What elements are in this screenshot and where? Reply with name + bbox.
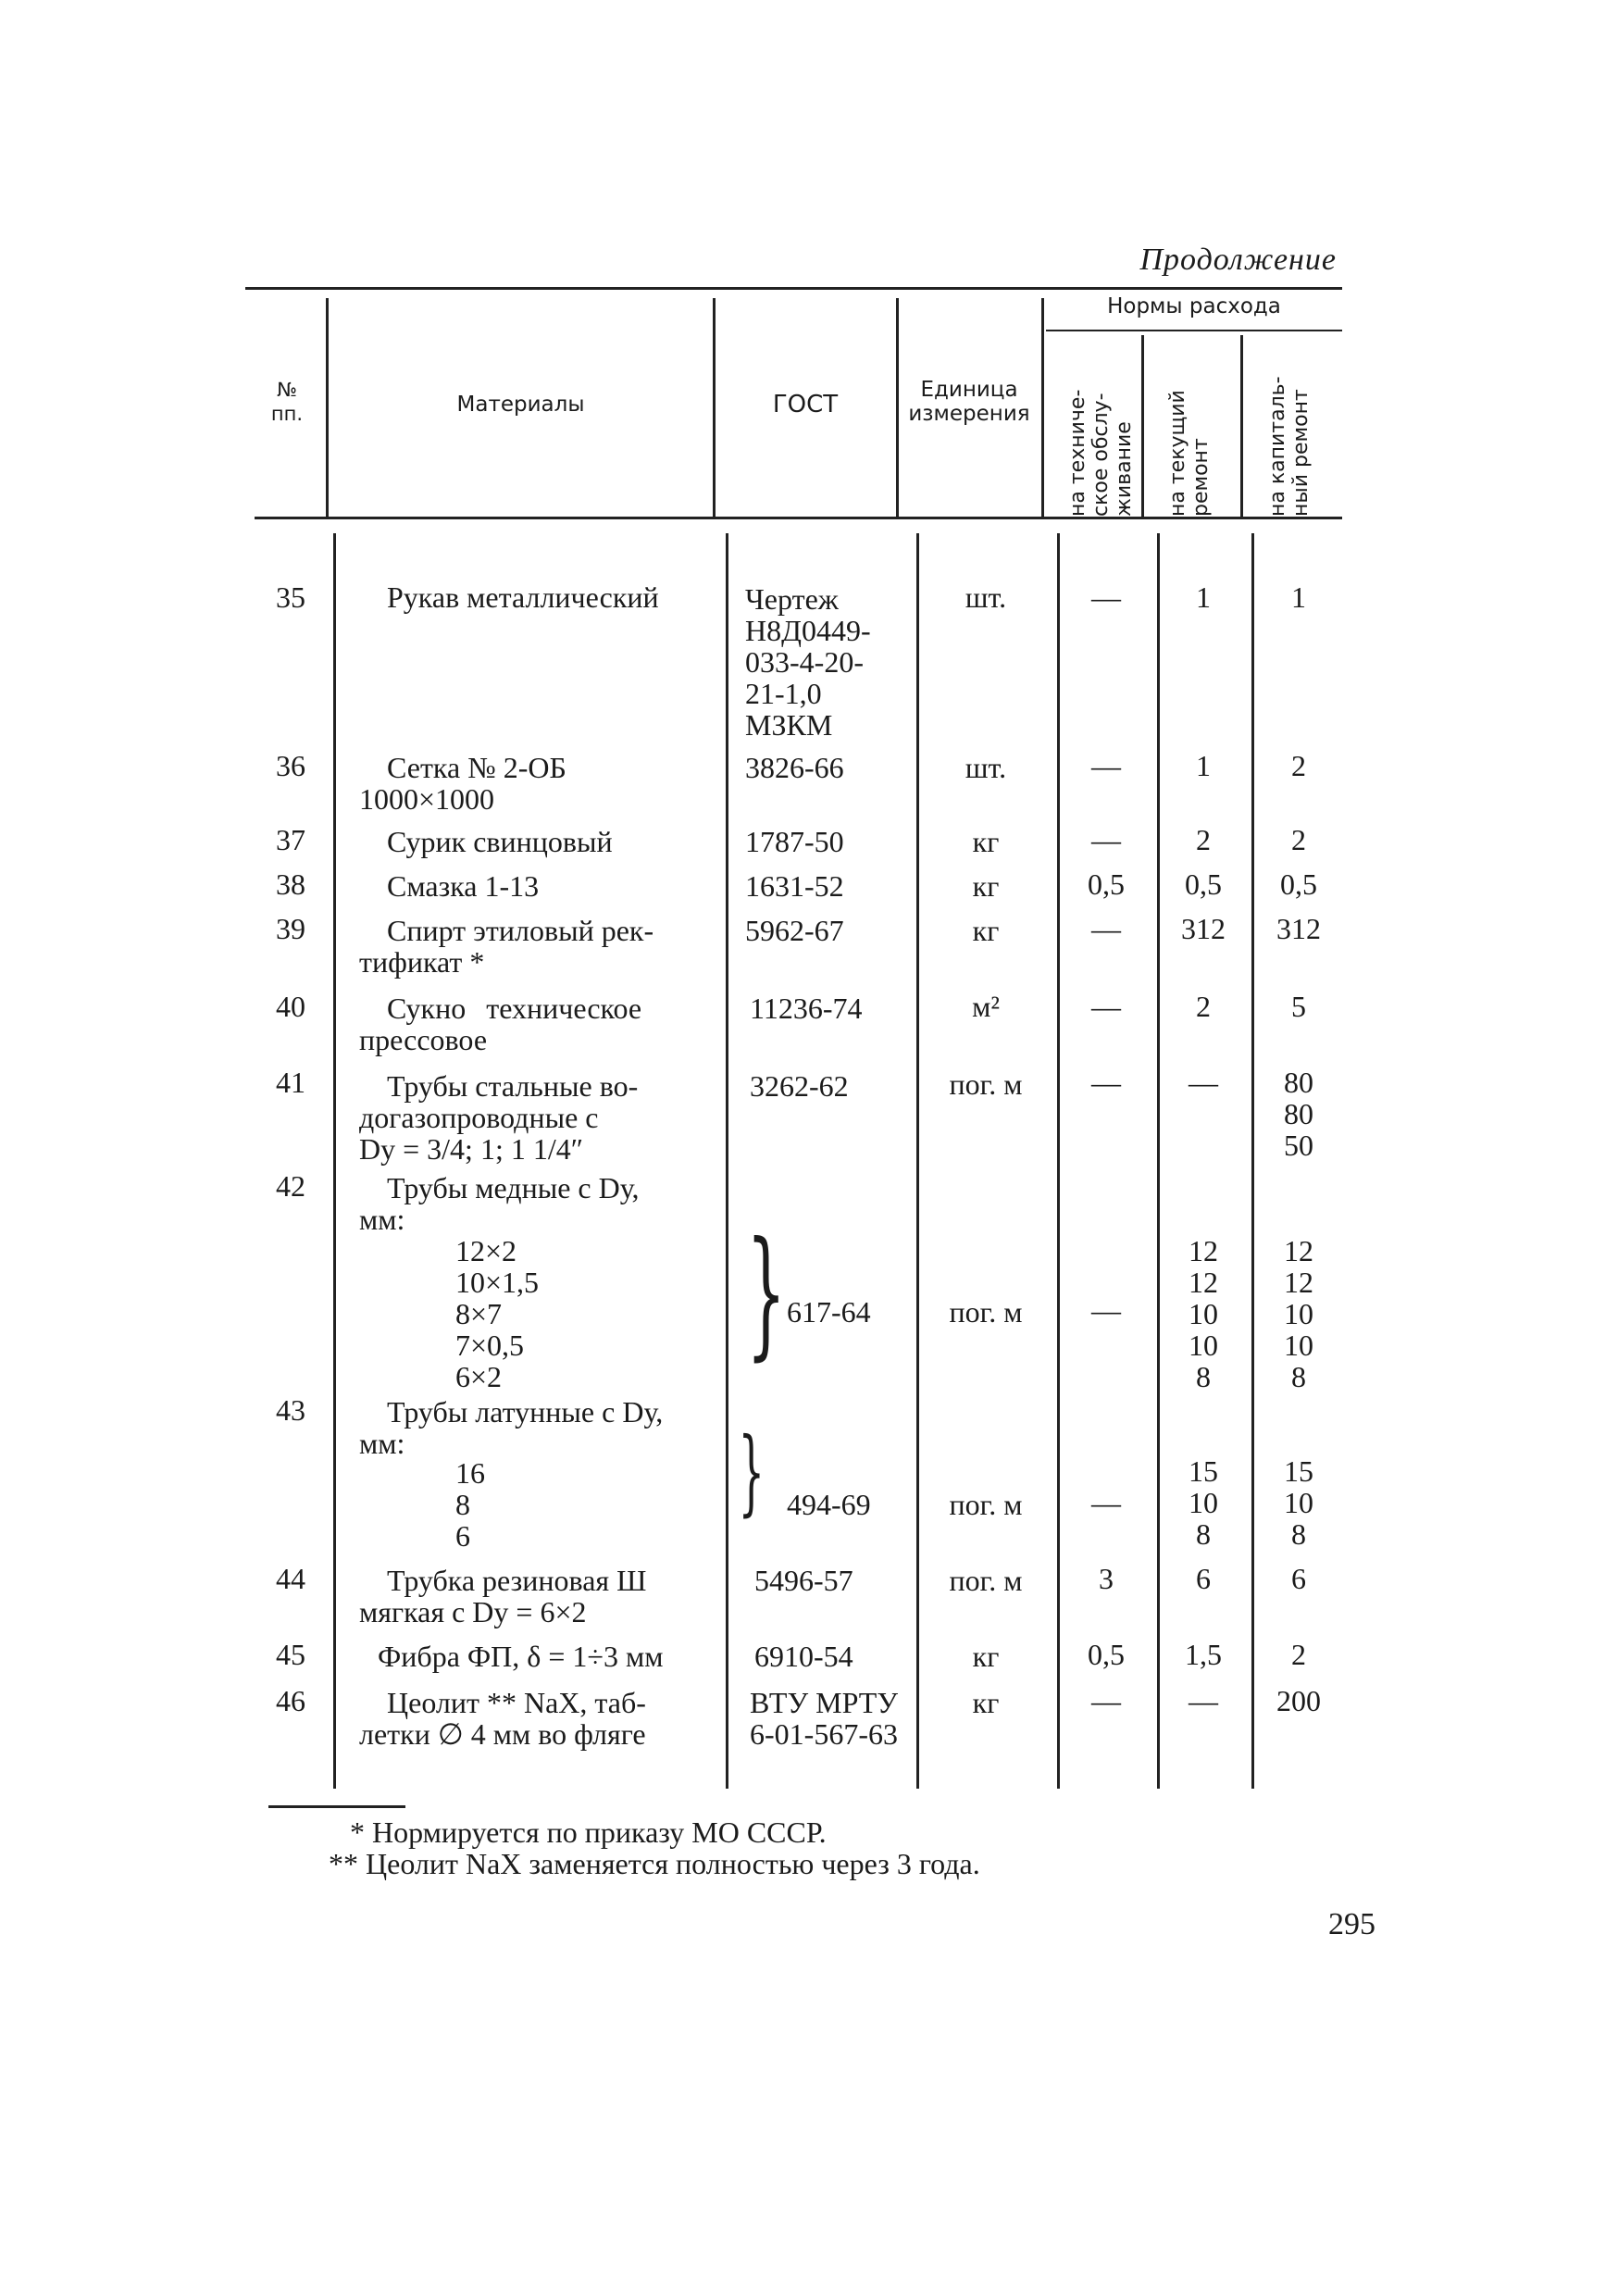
row-gost: 5962-67 <box>745 914 844 947</box>
row-unit: пог. м <box>949 1488 1023 1521</box>
row-gost: 5496-57 <box>754 1564 853 1597</box>
column-divider <box>333 533 336 1789</box>
row-unit: кг <box>972 1640 1000 1673</box>
row-number: 46 <box>276 1684 305 1717</box>
row-norm-current-repair: 12 12 10 10 8 <box>1189 1234 1218 1393</box>
row-gost: 617-64 <box>787 1295 871 1329</box>
column-divider <box>1057 533 1060 1789</box>
row-norm-maintenance: — <box>1091 749 1121 782</box>
row-material: Фибра ФП, δ = 1÷3 мм <box>378 1640 664 1673</box>
row-material: Цеолит ** NaX, таб- летки ∅ 4 мм во фляге <box>359 1686 646 1751</box>
row-norm-current-repair: 2 <box>1196 990 1211 1023</box>
header-divider <box>1141 335 1144 517</box>
row-norm-maintenance: — <box>1091 990 1121 1023</box>
row-norm-capital-repair: 1 <box>1291 580 1306 614</box>
row-norm-maintenance: 0,5 <box>1088 867 1125 901</box>
row-number: 35 <box>276 580 305 614</box>
row-norm-capital-repair: 200 <box>1276 1684 1321 1717</box>
row-unit: м² <box>972 990 1000 1023</box>
row-number: 37 <box>276 823 305 856</box>
row-number: 39 <box>276 912 305 945</box>
column-divider <box>1157 533 1160 1789</box>
row-norm-capital-repair: 5 <box>1291 990 1306 1023</box>
row-material: Трубы стальные во- догазопроводные с Dу = 3/4; 1; 1 1/4″ <box>359 1069 639 1166</box>
table-top-rule <box>245 287 1342 290</box>
header-divider <box>326 298 329 517</box>
row-number: 38 <box>276 867 305 901</box>
row-norm-current-repair: 0,5 <box>1185 867 1222 901</box>
row-norm-maintenance: 3 <box>1099 1562 1114 1595</box>
row-norm-capital-repair: 6 <box>1291 1562 1306 1595</box>
column-divider <box>1251 533 1254 1789</box>
row-norm-capital-repair: 0,5 <box>1280 867 1317 901</box>
row-material: Сурик свинцовый <box>387 825 613 858</box>
header-unit: Единица измерения <box>908 378 1030 426</box>
row-norm-capital-repair: 2 <box>1291 823 1306 856</box>
row-norm-maintenance: — <box>1091 1066 1121 1099</box>
row-norm-current-repair: 15 10 8 <box>1189 1454 1218 1551</box>
row-unit: кг <box>972 1686 1000 1719</box>
row-material: Спирт этиловый рек- тификат * <box>359 914 654 979</box>
row-material: Сетка № 2-ОБ 1000×1000 <box>359 751 566 816</box>
page-number: 295 <box>1328 1907 1375 1941</box>
row-norm-maintenance: — <box>1091 912 1121 945</box>
header-norms: Нормы расхода <box>1107 294 1281 318</box>
row-number: 41 <box>276 1066 305 1099</box>
row-norm-capital-repair: 2 <box>1291 1638 1306 1671</box>
footnote-rule <box>268 1805 405 1808</box>
row-gost: 1631-52 <box>745 869 844 903</box>
row-sizes: 12×2 10×1,5 8×7 7×0,5 6×2 <box>455 1234 540 1393</box>
row-norm-current-repair: 1 <box>1196 749 1211 782</box>
row-material: Смазка 1-13 <box>387 869 540 903</box>
row-unit: пог. м <box>949 1295 1023 1329</box>
row-number: 42 <box>276 1169 305 1203</box>
row-norm-capital-repair: 312 <box>1276 912 1321 945</box>
row-norm-capital-repair: 80 80 50 <box>1284 1066 1313 1162</box>
row-sizes: 16 8 6 <box>455 1456 485 1553</box>
header-norm-current-repair: на текущий ремонт <box>1166 390 1213 517</box>
row-number: 43 <box>276 1393 305 1427</box>
footnote: ** Цеолит NaX заменяется полностью через 3 года. <box>329 1847 980 1880</box>
row-gost: 494-69 <box>787 1488 871 1521</box>
row-norm-current-repair: 6 <box>1196 1562 1211 1595</box>
row-unit: пог. м <box>949 1067 1023 1101</box>
row-gost: 3826-66 <box>745 751 844 784</box>
header-divider <box>713 298 716 517</box>
row-gost: 11236-74 <box>750 992 863 1025</box>
row-norm-capital-repair: 2 <box>1291 749 1306 782</box>
row-norm-maintenance: — <box>1091 1684 1121 1717</box>
row-norm-maintenance: — <box>1091 823 1121 856</box>
row-number: 44 <box>276 1562 305 1595</box>
row-norm-current-repair: 2 <box>1196 823 1211 856</box>
footnote: * Нормируется по приказу МО СССР. <box>350 1816 827 1849</box>
row-norm-maintenance: — <box>1091 1486 1121 1519</box>
row-material: Сукно техническое прессовое <box>359 992 642 1056</box>
row-gost: Чертеж Н8Д0449- 033-4-20- 21-1,0 МЗКМ <box>745 582 871 742</box>
row-unit: шт. <box>965 580 1007 614</box>
header-num: № пп. <box>270 379 304 425</box>
row-number: 36 <box>276 749 305 782</box>
brace-icon: } <box>746 1213 787 1374</box>
row-material: Рукав металлический <box>387 580 659 614</box>
row-norm-current-repair: 312 <box>1181 912 1226 945</box>
row-number: 40 <box>276 990 305 1023</box>
row-norm-capital-repair: 15 10 8 <box>1284 1454 1313 1551</box>
row-material: Трубы медные с Dу, мм: <box>359 1171 640 1236</box>
row-norm-capital-repair: 12 12 10 10 8 <box>1284 1234 1313 1393</box>
row-unit: кг <box>972 825 1000 858</box>
row-unit: кг <box>972 869 1000 903</box>
brace-icon: } <box>738 1417 765 1526</box>
row-norm-current-repair: 1 <box>1196 580 1211 614</box>
row-norm-current-repair: — <box>1189 1684 1218 1717</box>
row-unit: шт. <box>965 751 1007 784</box>
header-norm-maintenance: на техниче- ское обслу- живание <box>1066 389 1136 517</box>
header-materials: Материалы <box>456 393 585 417</box>
row-material: Трубка резиновая Ш мягкая с Dу = 6×2 <box>359 1564 647 1628</box>
row-number: 45 <box>276 1638 305 1671</box>
header-bottom-rule <box>255 517 1342 519</box>
row-unit: кг <box>972 914 1000 947</box>
continuation-label: Продолжение <box>1139 243 1337 277</box>
row-gost: 1787-50 <box>745 825 844 858</box>
row-material: Трубы латунные с Dу, мм: <box>359 1395 664 1460</box>
row-gost: 6910-54 <box>754 1640 853 1673</box>
column-divider <box>726 533 728 1789</box>
row-norm-maintenance: — <box>1091 580 1121 614</box>
row-norm-current-repair: 1,5 <box>1185 1638 1222 1671</box>
row-norm-maintenance: — <box>1091 1293 1121 1327</box>
column-divider <box>916 533 919 1789</box>
row-gost: ВТУ МРТУ 6-01-567-63 <box>750 1686 898 1751</box>
row-norm-maintenance: 0,5 <box>1088 1638 1125 1671</box>
row-unit: пог. м <box>949 1564 1023 1597</box>
row-norm-current-repair: — <box>1189 1066 1218 1099</box>
header-divider <box>1240 335 1243 517</box>
header-gost: ГОСТ <box>772 391 839 418</box>
row-gost: 3262-62 <box>750 1069 849 1103</box>
header-norm-capital-repair: на капиталь- ный ремонт <box>1266 376 1313 517</box>
